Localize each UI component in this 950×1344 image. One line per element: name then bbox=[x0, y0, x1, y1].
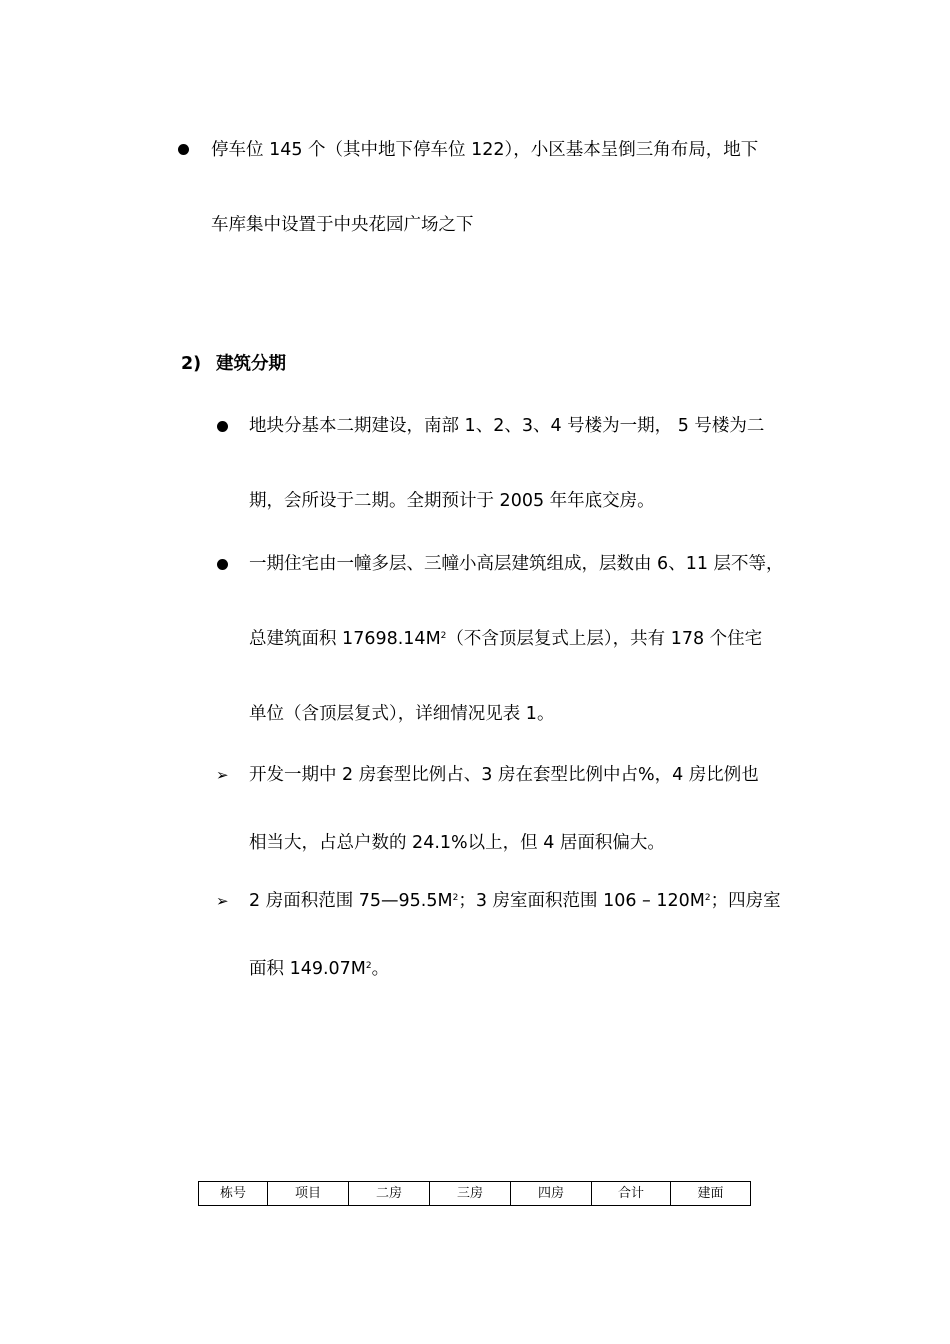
table-header-cell: 三房 bbox=[430, 1182, 511, 1206]
period-text: 。 bbox=[371, 959, 390, 979]
phase-text-line1: 地块分基本二期建设，南部 1、2、3、4 号楼为一期， 5 号楼为二 bbox=[249, 416, 765, 436]
superscript: 2 bbox=[365, 961, 372, 971]
bullet-dot-icon bbox=[217, 421, 228, 432]
table-header-cell: 建面 bbox=[671, 1182, 751, 1206]
three-room-area-text: ；3 房室面积范围 106 – 120M bbox=[458, 891, 705, 911]
table-header-row bbox=[199, 1182, 751, 1206]
two-room-area-text: 2 房面积范围 75—95.5M bbox=[249, 891, 453, 911]
table-header-cell: 四房 bbox=[511, 1182, 592, 1206]
parking-text-line1: 停车位 145 个（其中地下停车位 122），小区基本呈倒三角布局，地下 bbox=[211, 140, 759, 160]
arrow-bullet-icon: ➢ bbox=[216, 892, 229, 910]
superscript: 2 bbox=[452, 893, 459, 903]
residential-text-line1: 一期住宅由一幢多层、三幢小高层建筑组成，层数由 6、11 层不等， bbox=[249, 554, 784, 574]
area-text-line2 bbox=[249, 958, 389, 980]
four-room-label: ；四房室 bbox=[710, 891, 781, 911]
units-text: （不含顶层复式上层），共有 178 个住宅 bbox=[446, 629, 763, 649]
ratio-text-line1: 开发一期中 2 房套型比例占、3 房在套型比例中占%，4 房比例也 bbox=[249, 765, 759, 785]
table-header-cell: 合计 bbox=[592, 1182, 671, 1206]
bullet-dot-icon bbox=[178, 144, 189, 155]
four-room-area-text: 面积 149.07M bbox=[249, 959, 366, 979]
table-header-cell: 二房 bbox=[349, 1182, 430, 1206]
superscript: 2 bbox=[440, 631, 447, 641]
section-title: 建筑分期 bbox=[216, 354, 286, 374]
phase-text-line2: 期，会所设于二期。全期预计于 2005 年年底交房。 bbox=[249, 491, 655, 511]
residential-text-line2 bbox=[249, 628, 762, 650]
arrow-bullet-icon: ➢ bbox=[216, 766, 229, 784]
parking-text-line2: 车库集中设置于中央花园广场之下 bbox=[211, 215, 474, 235]
table-header-cell: 栋号 bbox=[199, 1182, 268, 1206]
superscript: 2 bbox=[704, 893, 711, 903]
table-header-cell: 项目 bbox=[268, 1182, 349, 1206]
residential-text-line3: 单位（含顶层复式），详细情况见表 1。 bbox=[249, 704, 555, 724]
area-text-line1 bbox=[249, 890, 781, 912]
section-number: 2) bbox=[181, 354, 202, 374]
unit-table bbox=[198, 1181, 751, 1206]
total-area-text: 总建筑面积 17698.14M bbox=[249, 629, 441, 649]
ratio-text-line2: 相当大，占总户数的 24.1%以上，但 4 居面积偏大。 bbox=[249, 833, 665, 853]
bullet-dot-icon bbox=[217, 559, 228, 570]
